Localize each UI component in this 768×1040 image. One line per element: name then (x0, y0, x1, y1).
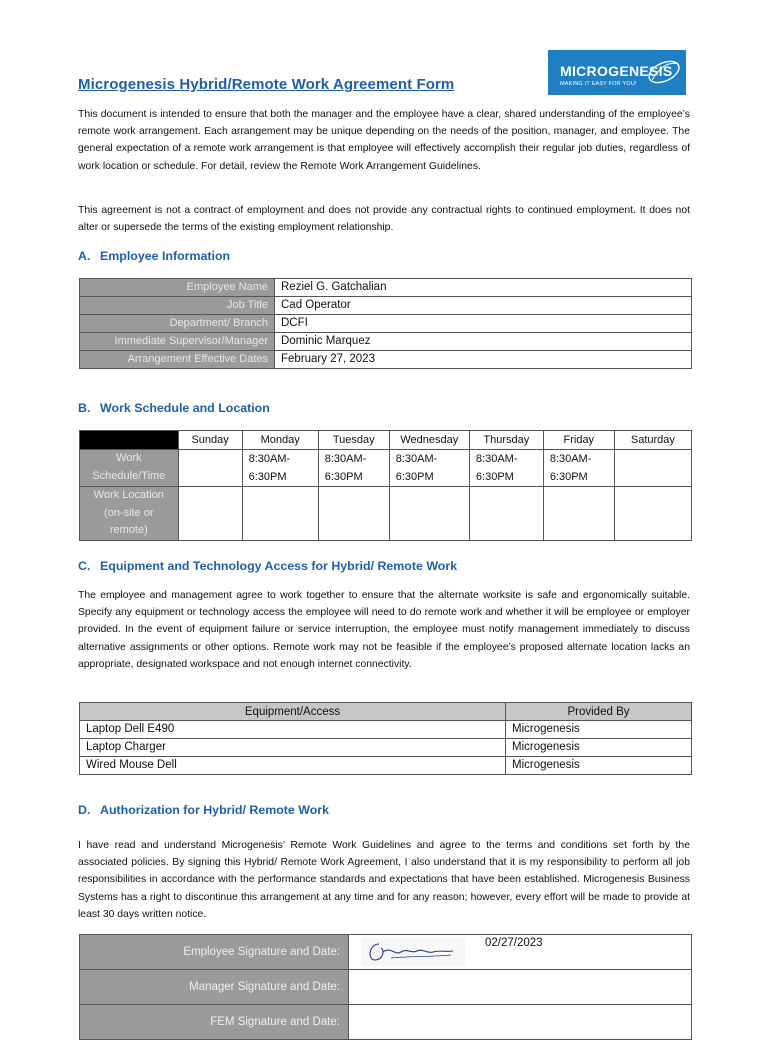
manager-signature-label: Manager Signature and Date: (80, 970, 349, 1005)
logo-brand: MICROGENESIS (560, 63, 673, 79)
location-cell-monday[interactable] (242, 487, 318, 541)
section-b-number: B. (78, 401, 91, 415)
section-a-heading (78, 249, 230, 263)
section-d-number: D. (78, 803, 91, 817)
schedule-time-cell-monday[interactable]: 8:30AM-6:30PM (242, 450, 318, 487)
fem-signature-cell[interactable] (349, 1005, 692, 1040)
fem-signature-label: FEM Signature and Date: (80, 1005, 349, 1040)
day-header-sunday: Sunday (178, 431, 242, 450)
manager-signature-cell[interactable] (349, 970, 692, 1005)
employee-info-label: Arrangement Effective Dates (80, 351, 275, 369)
equipment-provider[interactable]: Microgenesis (506, 739, 692, 757)
equipment-provider[interactable]: Microgenesis (506, 757, 692, 775)
employee-signature-cell[interactable] (349, 935, 692, 970)
employee-info-row (80, 315, 692, 333)
employee-info-label: Immediate Supervisor/Manager (80, 333, 275, 351)
section-b-title: Work Schedule and Location (100, 401, 270, 415)
location-cell-saturday[interactable] (614, 487, 691, 541)
day-header-saturday: Saturday (614, 431, 691, 450)
equipment-paragraph: The employee and management agree to work together to ensure that the alternate worksite is safe and ergonomically suitable. Specify any equipment or technology access the employee will need to do remote work and whether it will be employee or employer provided. In the event of equipment failure or service interruption, the employee must notify management immediately to discuss alternative assignments or other options. Remote work may not be feasible if the employee’s proposed alternate location lacks an appropriate, designated workspace and not enough internet connectivity. (78, 590, 690, 670)
employee-info-label: Department/ Branch (80, 315, 275, 333)
schedule-time-cell-wednesday[interactable]: 8:30AM-6:30PM (389, 450, 469, 487)
provided-by-header: Provided By (506, 703, 692, 721)
day-header-thursday: Thursday (469, 431, 543, 450)
intro-paragraph-2: This agreement is not a contract of employment and does not provide any contractual rights to continued employment. It does not alter or supersede the terms of the existing employment relationship. (78, 205, 690, 234)
location-cell-wednesday[interactable] (389, 487, 469, 541)
employee-signature-label: Employee Signature and Date: (80, 935, 349, 970)
schedule-corner-cell (80, 431, 179, 450)
location-cell-thursday[interactable] (469, 487, 543, 541)
employee-info-row (80, 333, 692, 351)
schedule-time-cell-friday[interactable]: 8:30AM-6:30PM (543, 450, 614, 487)
company-logo (548, 50, 686, 95)
day-header-tuesday: Tuesday (318, 431, 389, 450)
authorization-paragraph: I have read and understand Microgenesis’ Remote Work Guidelines and agree to the terms and conditions set forth by the associated policies. By signing this Hybrid/ Remote Work Agreement, I also understand that it is my responsibility to perform all job responsibilities in accordance with the performance standards and expectations that have been established. Microgenesis Business Systems has a right to discontinue this arrangement at any time and for any reason; however, every effort will be made to provide at least 30 days written notice. (78, 840, 690, 920)
section-c-heading (78, 559, 457, 573)
signature-table (79, 934, 692, 1040)
work-schedule-table (79, 430, 692, 541)
day-header-friday: Friday (543, 431, 614, 450)
employee-info-value[interactable]: Cad Operator (275, 297, 692, 315)
schedule-time-cell-sunday[interactable] (178, 450, 242, 487)
form-title: Microgenesis Hybrid/Remote Work Agreement Form (78, 76, 455, 93)
location-cell-sunday[interactable] (178, 487, 242, 541)
section-d-heading (78, 803, 329, 817)
intro-paragraph-1: This document is intended to ensure that both the manager and the employee have a clear, shared understanding of the employee’s remote work arrangement. Each arrangement may be unique depending on the needs of the position, manager, and employee. The general expectation of a remote work arrangement is that employee will effectively accomplish their regular job duties, regardless of work location or schedule. For detail, review the Remote Work Arrangement Guidelines. (78, 109, 690, 172)
schedule-time-cell-saturday[interactable] (614, 450, 691, 487)
employee-info-value[interactable]: Dominic Marquez (275, 333, 692, 351)
equipment-item[interactable]: Laptop Dell E490 (80, 721, 506, 739)
section-a-number: A. (78, 249, 91, 263)
employee-info-value[interactable]: DCFI (275, 315, 692, 333)
location-cell-friday[interactable] (543, 487, 614, 541)
schedule-row-label: Work Schedule/Time (80, 450, 179, 487)
equipment-row (80, 721, 692, 739)
section-b-heading (78, 401, 270, 415)
signature-row-fem (80, 1005, 692, 1040)
schedule-time-cell-tuesday[interactable]: 8:30AM-6:30PM (318, 450, 389, 487)
equipment-header: Equipment/Access (80, 703, 506, 721)
equipment-provider[interactable]: Microgenesis (506, 721, 692, 739)
day-header-wednesday: Wednesday (389, 431, 469, 450)
day-header-monday: Monday (242, 431, 318, 450)
section-c-title: Equipment and Technology Access for Hybrid/ Remote Work (100, 559, 458, 573)
section-c-number: C. (78, 559, 91, 573)
employee-info-value[interactable]: February 27, 2023 (275, 351, 692, 369)
equipment-row (80, 739, 692, 757)
employee-info-row (80, 279, 692, 297)
employee-info-label: Job Title (80, 297, 275, 315)
employee-info-table (79, 278, 692, 369)
employee-info-row (80, 351, 692, 369)
employee-info-value[interactable]: Reziel G. Gatchalian (275, 279, 692, 297)
section-a-title: Employee Information (100, 249, 231, 263)
logo-swoosh-icon (644, 54, 684, 90)
location-row-label: Work Location (on-site or remote) (80, 487, 179, 541)
equipment-row (80, 757, 692, 775)
equipment-item[interactable]: Wired Mouse Dell (80, 757, 506, 775)
signature-row-employee (80, 935, 692, 970)
equipment-table (79, 702, 692, 775)
location-cell-tuesday[interactable] (318, 487, 389, 541)
section-d-title: Authorization for Hybrid/ Remote Work (100, 803, 330, 817)
equipment-item[interactable]: Laptop Charger (80, 739, 506, 757)
employee-info-label: Employee Name (80, 279, 275, 297)
employee-signature-image (361, 938, 465, 966)
schedule-time-cell-thursday[interactable]: 8:30AM-6:30PM (469, 450, 543, 487)
signature-row-manager (80, 970, 692, 1005)
employee-info-row (80, 297, 692, 315)
employee-signature-date: 02/27/2023 (485, 937, 543, 949)
logo-tagline: MAKING IT EASY FOR YOU! (560, 81, 637, 87)
